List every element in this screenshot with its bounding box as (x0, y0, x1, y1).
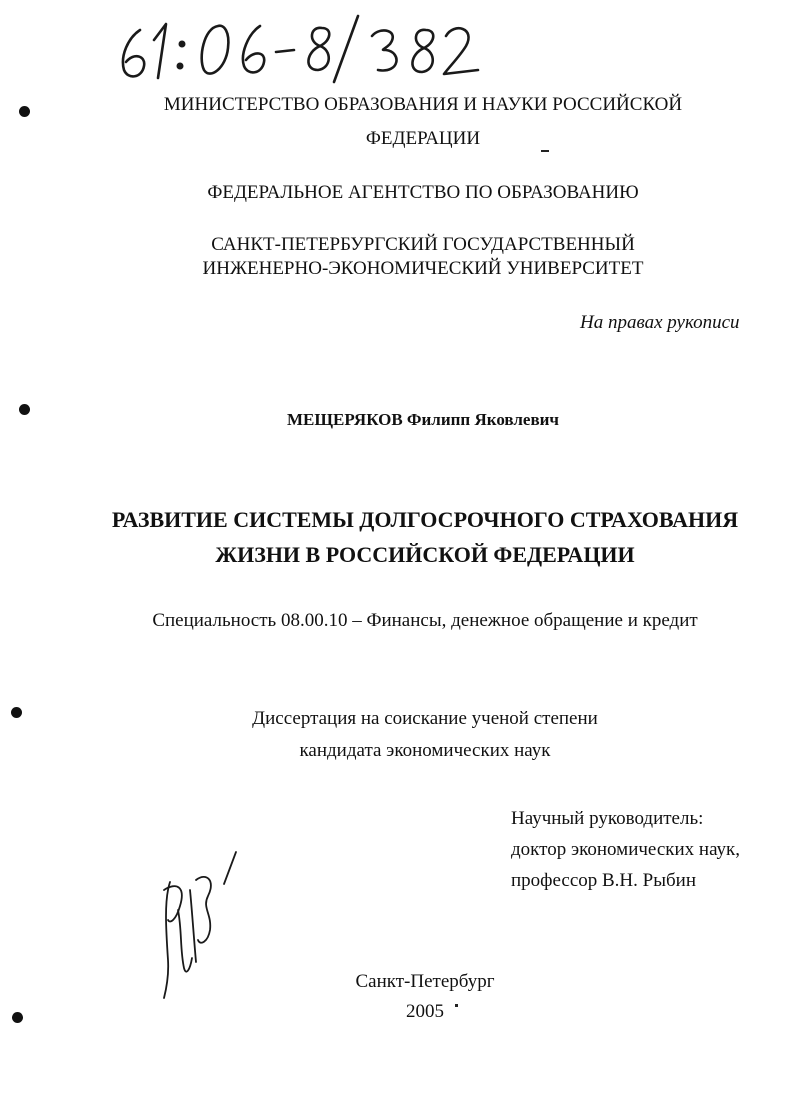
degree-line-2: кандидата экономических наук (299, 740, 551, 761)
degree-line-1: Диссертация на соискание ученой степени (252, 708, 598, 729)
dissertation-title-line-1: РАЗВИТИЕ СИСТЕМЫ ДОЛГОСРОЧНОГО СТРАХОВАНИЯ (111, 507, 739, 532)
manuscript-note: На правах рукописи (580, 312, 740, 333)
handwritten-catalog-code (110, 8, 490, 88)
year: 2005 (406, 1001, 444, 1022)
dissertation-title-line-2: ЖИЗНИ В РОССИЙСКОЙ ФЕДЕРАЦИИ (215, 542, 635, 567)
author-surname: МЕЩЕРЯКОВ (286, 410, 403, 429)
margin-punch-hole (12, 1012, 23, 1023)
margin-punch-hole (11, 707, 22, 718)
supervisor-label: Научный руководитель: (511, 808, 704, 829)
ministry-line-1: МИНИСТЕРСТВО ОБРАЗОВАНИЯ И НАУКИ РОССИЙСКОЙ (163, 94, 683, 115)
author-given-names: Филипп Яковлевич (406, 410, 560, 429)
supervisor-block (511, 803, 740, 896)
university-line-1: САНКТ-ПЕТЕРБУРГСКИЙ ГОСУДАРСТВЕННЫЙ (211, 234, 635, 255)
city: Санкт-Петербург (355, 971, 495, 992)
specialty: Специальность 08.00.10 – Финансы, денежное обращение и кредит (152, 610, 698, 631)
supervisor-name: профессор В.Н. Рыбин (511, 870, 696, 891)
supervisor-degree: доктор экономических наук, (511, 839, 741, 860)
university-line-2: ИНЖЕНЕРНО-ЭКОНОМИЧЕСКИЙ УНИВЕРСИТЕТ (202, 258, 644, 279)
ministry-line-2: ФЕДЕРАЦИИ (365, 128, 481, 149)
agency-name: ФЕДЕРАЛЬНОЕ АГЕНТСТВО ПО ОБРАЗОВАНИЮ (207, 182, 639, 203)
author-name (24, 407, 798, 433)
